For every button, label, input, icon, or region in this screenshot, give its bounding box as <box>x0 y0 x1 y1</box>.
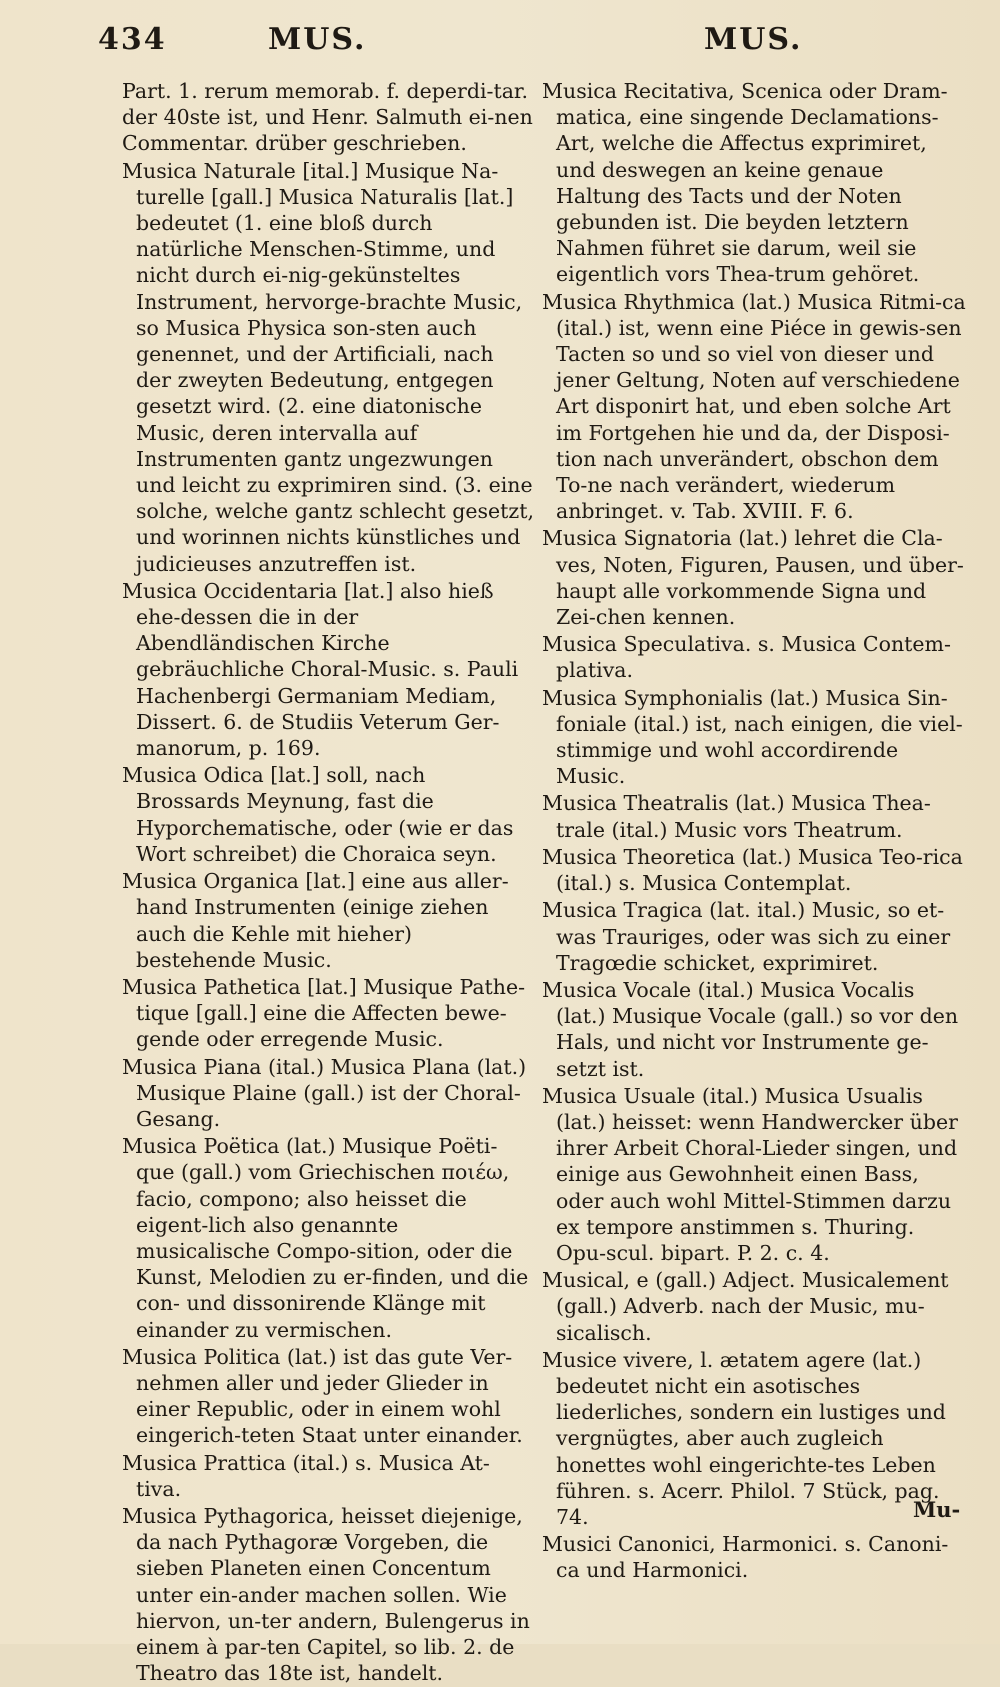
entry-musica-politica: Musica Politica (lat.) ist das gute Ver-nehmen aller und jeder Glieder in einer Republic, oder in einem wohl eingerich-teten Staat unter einander. <box>122 1344 523 1448</box>
right-column <box>542 78 966 1585</box>
entry-musice-vivere: Musice vivere, l. ætatem agere (lat.) bedeutet nicht ein asotisches liederliches, sondern ein lustiges und vergnügtes, aber auch zugleich honettes wohl eingerichte-tes Leben führen. s. Acerr. Philol. 7 Stück, pag. 74. <box>542 1347 946 1529</box>
entry-musici-canonici: Musici Canonici, Harmonici. s. Canoni-ca und Harmonici. <box>542 1532 949 1583</box>
left-column <box>122 78 534 1687</box>
entry-musica-odica: Musica Odica [lat.] soll, nach Brossards Meynung, fast die Hyporchematische, oder (wie er das Wort schreibet) die Choraica seyn. <box>122 763 514 866</box>
entry-musica-occidentaria: Musica Occidentaria [lat.] also hieß ehe-dessen die in der Abendländischen Kirche gebräuchliche Choral-Music. s. Pauli Hachenbergi Germaniam Mediam, Dissert. 6. de Studiis Veterum Ger-manorum, p. 169. <box>122 578 519 761</box>
entry-musica-recitativa: Musica Recitativa, Scenica oder Dram-matica, eine singende Declamations-Art, welche die Affectus exprimiret, und deswegen an keine genaue Haltung des Tacts und der Noten gebunden ist. Die beyden letztern Nahmen führet sie darum, weil sie eigentlich vors Thea-trum gehöret. <box>542 79 948 287</box>
entry-musica-poetica: Musica Poëtica (lat.) Musique Poëti-que (gall.) vom Griechischen ποιέω, facio, compono; also heisset die eigent-lich also genannte musicalische Compo-sition, oder die Kunst, Melodien zu er-finden, und die con- und dissonirende Klänge mit einander zu vermischen. <box>122 1134 529 1342</box>
entry-musica-pathetica: Musica Pathetica [lat.] Musique Pathe-tique [gall.] eine die Affecten bewe-gende oder erregende Music. <box>122 974 526 1052</box>
entry-musica-pythagorica: Musica Pythagorica, heisset diejenige, da nach Pythagoræ Vorgeben, die sieben Planeten einen Concentum unter ein-ander machen sollen. Wie hiervon, un-ter andern, Bulengerus in einem à par-ten Capitel, so lib. 2. de Theatro das 18te ist, handelt. <box>122 1503 530 1686</box>
entry-musica-theoretica: Musica Theoretica (lat.) Musica Teo-rica (ital.) s. Musica Contemplat. <box>542 844 963 896</box>
entry-musica-vocale: Musica Vocale (ital.) Musica Vocalis (lat.) Musique Vocale (gall.) so vor den Hals, und nicht vor Instrumente ge-setzt ist. <box>542 977 959 1081</box>
catchword: Mu- <box>913 1497 961 1522</box>
entry-musica-naturale: Musica Naturale [ital.] Musique Na-turelle [gall.] Musica Naturalis [lat.] bedeutet (1. eine bloß durch natürliche Menschen-Stimme, und nicht durch ei-nig-gekünsteltes Instrument, hervorge-brachte Music, so Musica Physica son-sten auch genennet, und der Artificiali, nach der zweyten Bedeutung, entgegen gesetzt wird. (2. eine diatonische Music, deren intervalla auf Instrumenten gantz ungezwungen und leicht zu exprimiren sind. (3. eine solche, welche gantz schlecht gesetzt, und worinnen nichts künstliches und judicieuses anzutreffen ist. <box>122 158 534 576</box>
running-head-right: MUS. <box>704 22 803 57</box>
entry-musica-rhythmica: Musica Rhythmica (lat.) Musica Ritmi-ca (ital.) ist, wenn eine Piéce in gewis-sen Tacten so und so viel von dieser und jener Geltung, Noten auf verschiedene Art disponirt hat, und eben solche Art im Fortgehen hie und da, der Disposi-tion nach unverändert, obschon dem To-ne nach verändert, wiederum anbringet. v. Tab. XVIII. F. 6. <box>542 289 966 524</box>
entry-musica-tragica: Musica Tragica (lat. ital.) Music, so et-was Trauriges, oder was sich zu einer Tragœdie schicket, exprimiret. <box>542 898 951 975</box>
page-number: 434 <box>98 22 167 57</box>
entry-continuation: Part. 1. rerum memorab. f. deperdi-tar. der 40ste ist, und Henr. Salmuth ei-nen Commentar. drüber geschrieben. <box>122 79 533 156</box>
entry-musica-theatralis: Musica Theatralis (lat.) Musica Thea-trale (ital.) Music vors Theatrum. <box>542 791 931 842</box>
entry-musical: Musical, e (gall.) Adject. Musicalement (gall.) Adverb. nach der Music, mu-sicalisch. <box>542 1268 949 1345</box>
entry-musica-signatoria: Musica Signatoria (lat.) lehret die Cla-ves, Noten, Figuren, Pausen, und über-haupt alle vorkommende Signa und Zei-chen kennen. <box>542 526 964 630</box>
entry-musica-symphonialis: Musica Symphonialis (lat.) Musica Sin-foniale (ital.) ist, nach einigen, die viel-stimmige und wohl accordirende Music. <box>542 685 963 789</box>
entry-musica-usuale: Musica Usuale (ital.) Musica Usualis (lat.) heisset: wenn Handwercker über ihrer Arbeit Choral-Lieder singen, und einige aus Gewohnheit einen Bass, oder auch wohl Mittel-Stimmen darzu ex tempore anstimmen s. Thuring. Opu-scul. bipart. P. 2. c. 4. <box>542 1083 958 1265</box>
entry-musica-organica: Musica Organica [lat.] eine aus aller-hand Instrumenten (einige ziehen auch die Kehle mit hieher) bestehende Music. <box>122 869 509 972</box>
entry-musica-piana: Musica Piana (ital.) Musica Plana (lat.) Musique Plaine (gall.) ist der Choral-Gesang. <box>122 1054 527 1131</box>
entry-musica-speculativa: Musica Speculativa. s. Musica Contem-plativa. <box>542 632 951 683</box>
running-head-left: MUS. <box>268 22 367 57</box>
entry-musica-prattica: Musica Prattica (ital.) s. Musica At-tiva. <box>122 1450 490 1501</box>
